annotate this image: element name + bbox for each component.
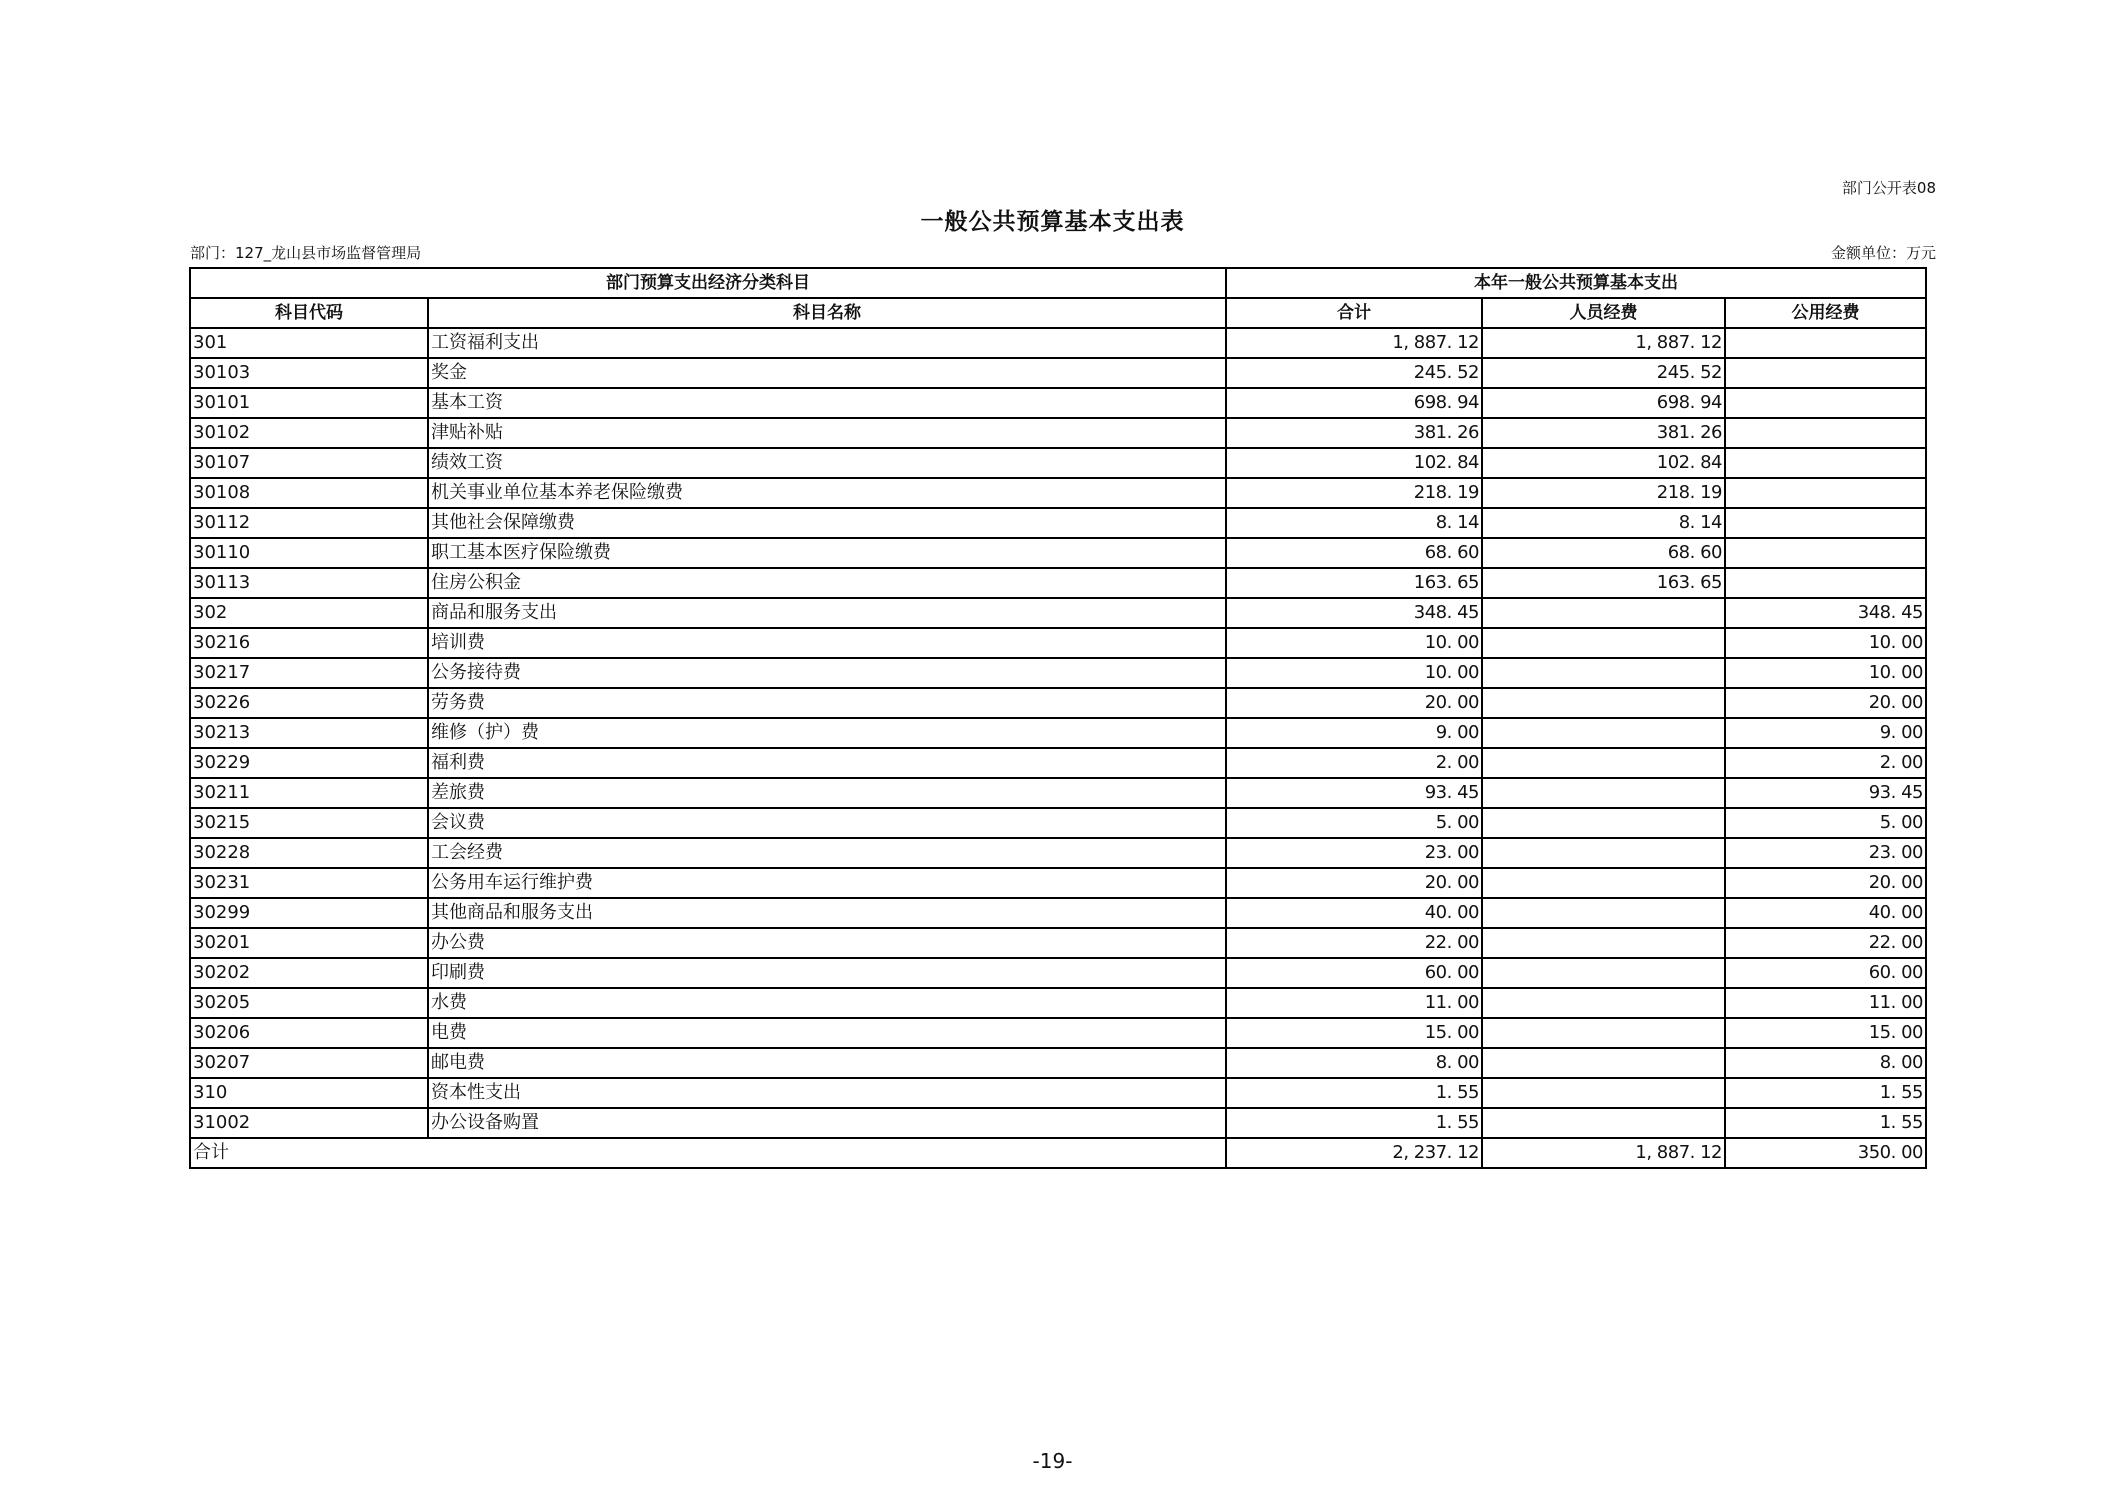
personnel-cost-cell: 698. 94 <box>1482 388 1725 418</box>
public-cost-cell <box>1725 568 1926 598</box>
public-cost-cell: 20. 00 <box>1725 868 1926 898</box>
budget-table <box>189 267 1927 1169</box>
table-row <box>190 1078 1926 1108</box>
subject-code-cell: 30217 <box>190 658 428 688</box>
subject-name-cell: 办公设备购置 <box>428 1108 1226 1138</box>
table-row <box>190 778 1926 808</box>
public-cost-cell: 40. 00 <box>1725 898 1926 928</box>
subject-code-cell: 30226 <box>190 688 428 718</box>
personnel-cost-cell <box>1482 928 1725 958</box>
subject-code-cell: 30215 <box>190 808 428 838</box>
subject-code-cell: 30207 <box>190 1048 428 1078</box>
total-cell: 8. 14 <box>1226 508 1482 538</box>
header-expenditure-group: 本年一般公共预算基本支出 <box>1226 268 1926 298</box>
personnel-cost-cell <box>1482 748 1725 778</box>
subject-name-cell: 机关事业单位基本养老保险缴费 <box>428 478 1226 508</box>
total-row-total: 2, 237. 12 <box>1226 1138 1482 1168</box>
public-cost-cell <box>1725 418 1926 448</box>
table-row <box>190 568 1926 598</box>
total-cell: 20. 00 <box>1226 868 1482 898</box>
subject-name-cell: 其他社会保障缴费 <box>428 508 1226 538</box>
subject-name-cell: 电费 <box>428 1018 1226 1048</box>
total-cell: 10. 00 <box>1226 628 1482 658</box>
header-total: 合计 <box>1226 298 1482 328</box>
table-column-header-row <box>190 298 1926 328</box>
total-row-label: 合计 <box>190 1138 1226 1168</box>
total-cell: 60. 00 <box>1226 958 1482 988</box>
subject-code-cell: 31002 <box>190 1108 428 1138</box>
subject-code-cell: 30205 <box>190 988 428 1018</box>
personnel-cost-cell <box>1482 958 1725 988</box>
table-total-row <box>190 1138 1926 1168</box>
table-row <box>190 1048 1926 1078</box>
public-cost-cell: 8. 00 <box>1725 1048 1926 1078</box>
public-cost-cell: 10. 00 <box>1725 628 1926 658</box>
personnel-cost-cell <box>1482 838 1725 868</box>
table-row <box>190 868 1926 898</box>
personnel-cost-cell: 8. 14 <box>1482 508 1725 538</box>
table-group-header-row <box>190 268 1926 298</box>
table-row <box>190 688 1926 718</box>
personnel-cost-cell <box>1482 598 1725 628</box>
table-row <box>190 538 1926 568</box>
public-cost-cell: 93. 45 <box>1725 778 1926 808</box>
table-body <box>190 328 1926 1138</box>
personnel-cost-cell: 218. 19 <box>1482 478 1725 508</box>
subject-code-cell: 30112 <box>190 508 428 538</box>
subject-code-cell: 30201 <box>190 928 428 958</box>
subject-code-cell: 30110 <box>190 538 428 568</box>
public-cost-cell: 348. 45 <box>1725 598 1926 628</box>
subject-code-cell: 30216 <box>190 628 428 658</box>
page-number: -19- <box>1032 1449 1073 1473</box>
personnel-cost-cell <box>1482 658 1725 688</box>
personnel-cost-cell <box>1482 868 1725 898</box>
table-row <box>190 808 1926 838</box>
subject-name-cell: 绩效工资 <box>428 448 1226 478</box>
subject-code-cell: 30202 <box>190 958 428 988</box>
total-cell: 102. 84 <box>1226 448 1482 478</box>
public-cost-cell: 2. 00 <box>1725 748 1926 778</box>
public-cost-cell: 20. 00 <box>1725 688 1926 718</box>
personnel-cost-cell: 163. 65 <box>1482 568 1725 598</box>
subject-code-cell: 30206 <box>190 1018 428 1048</box>
public-cost-cell: 5. 00 <box>1725 808 1926 838</box>
subject-code-cell: 30107 <box>190 448 428 478</box>
total-row-personnel: 1, 887. 12 <box>1482 1138 1725 1168</box>
total-cell: 1. 55 <box>1226 1078 1482 1108</box>
subject-name-cell: 奖金 <box>428 358 1226 388</box>
personnel-cost-cell: 381. 26 <box>1482 418 1725 448</box>
table-row <box>190 748 1926 778</box>
subject-name-cell: 福利费 <box>428 748 1226 778</box>
total-cell: 40. 00 <box>1226 898 1482 928</box>
subject-name-cell: 基本工资 <box>428 388 1226 418</box>
personnel-cost-cell <box>1482 1108 1725 1138</box>
subject-code-cell: 30229 <box>190 748 428 778</box>
total-cell: 163. 65 <box>1226 568 1482 598</box>
public-cost-cell: 60. 00 <box>1725 958 1926 988</box>
total-cell: 1, 887. 12 <box>1226 328 1482 358</box>
table-row <box>190 508 1926 538</box>
table-row <box>190 898 1926 928</box>
table-row <box>190 928 1926 958</box>
personnel-cost-cell <box>1482 1018 1725 1048</box>
personnel-cost-cell <box>1482 688 1725 718</box>
public-cost-cell: 9. 00 <box>1725 718 1926 748</box>
table-row <box>190 358 1926 388</box>
subject-name-cell: 公务用车运行维护费 <box>428 868 1226 898</box>
table-row <box>190 838 1926 868</box>
total-cell: 381. 26 <box>1226 418 1482 448</box>
public-cost-cell: 15. 00 <box>1725 1018 1926 1048</box>
public-cost-cell <box>1725 508 1926 538</box>
total-cell: 8. 00 <box>1226 1048 1482 1078</box>
header-classification-group: 部门预算支出经济分类科目 <box>190 268 1226 298</box>
table-row <box>190 958 1926 988</box>
personnel-cost-cell <box>1482 808 1725 838</box>
subject-name-cell: 差旅费 <box>428 778 1226 808</box>
personnel-cost-cell: 68. 60 <box>1482 538 1725 568</box>
table-row <box>190 448 1926 478</box>
table-row <box>190 658 1926 688</box>
public-cost-cell: 22. 00 <box>1725 928 1926 958</box>
total-cell: 10. 00 <box>1226 658 1482 688</box>
table-row <box>190 718 1926 748</box>
subject-code-cell: 30102 <box>190 418 428 448</box>
personnel-cost-cell <box>1482 1048 1725 1078</box>
subject-code-cell: 30108 <box>190 478 428 508</box>
subject-code-cell: 30213 <box>190 718 428 748</box>
header-subject-name: 科目名称 <box>428 298 1226 328</box>
personnel-cost-cell: 245. 52 <box>1482 358 1725 388</box>
total-cell: 698. 94 <box>1226 388 1482 418</box>
personnel-cost-cell <box>1482 628 1725 658</box>
total-cell: 5. 00 <box>1226 808 1482 838</box>
personnel-cost-cell <box>1482 898 1725 928</box>
form-number: 部门公开表08 <box>1841 179 1936 197</box>
public-cost-cell <box>1725 388 1926 418</box>
subject-code-cell: 301 <box>190 328 428 358</box>
total-cell: 11. 00 <box>1226 988 1482 1018</box>
public-cost-cell <box>1725 538 1926 568</box>
department-label: 部门：127_龙山县市场监督管理局 <box>190 244 422 262</box>
subject-code-cell: 310 <box>190 1078 428 1108</box>
personnel-cost-cell <box>1482 988 1725 1018</box>
subject-name-cell: 其他商品和服务支出 <box>428 898 1226 928</box>
public-cost-cell: 11. 00 <box>1725 988 1926 1018</box>
subject-name-cell: 水费 <box>428 988 1226 1018</box>
table-row <box>190 418 1926 448</box>
total-cell: 15. 00 <box>1226 1018 1482 1048</box>
subject-code-cell: 30228 <box>190 838 428 868</box>
personnel-cost-cell <box>1482 1078 1725 1108</box>
subject-code-cell: 30299 <box>190 898 428 928</box>
total-cell: 348. 45 <box>1226 598 1482 628</box>
subject-name-cell: 培训费 <box>428 628 1226 658</box>
subject-name-cell: 印刷费 <box>428 958 1226 988</box>
subject-name-cell: 职工基本医疗保险缴费 <box>428 538 1226 568</box>
subject-code-cell: 30113 <box>190 568 428 598</box>
header-subject-code: 科目代码 <box>190 298 428 328</box>
table-row <box>190 988 1926 1018</box>
public-cost-cell <box>1725 328 1926 358</box>
public-cost-cell: 1. 55 <box>1725 1108 1926 1138</box>
subject-name-cell: 维修（护）费 <box>428 718 1226 748</box>
total-cell: 68. 60 <box>1226 538 1482 568</box>
subject-name-cell: 工会经费 <box>428 838 1226 868</box>
table-row <box>190 328 1926 358</box>
table-row <box>190 478 1926 508</box>
subject-name-cell: 公务接待费 <box>428 658 1226 688</box>
total-cell: 93. 45 <box>1226 778 1482 808</box>
public-cost-cell: 10. 00 <box>1725 658 1926 688</box>
subject-name-cell: 资本性支出 <box>428 1078 1226 1108</box>
subject-name-cell: 邮电费 <box>428 1048 1226 1078</box>
public-cost-cell: 1. 55 <box>1725 1078 1926 1108</box>
total-cell: 1. 55 <box>1226 1108 1482 1138</box>
subject-name-cell: 津贴补贴 <box>428 418 1226 448</box>
public-cost-cell <box>1725 478 1926 508</box>
subject-code-cell: 30231 <box>190 868 428 898</box>
total-cell: 2. 00 <box>1226 748 1482 778</box>
personnel-cost-cell <box>1482 718 1725 748</box>
subject-name-cell: 住房公积金 <box>428 568 1226 598</box>
public-cost-cell <box>1725 358 1926 388</box>
total-cell: 245. 52 <box>1226 358 1482 388</box>
total-cell: 218. 19 <box>1226 478 1482 508</box>
total-cell: 20. 00 <box>1226 688 1482 718</box>
header-personnel-cost: 人员经费 <box>1482 298 1725 328</box>
public-cost-cell: 23. 00 <box>1725 838 1926 868</box>
table-row <box>190 388 1926 418</box>
amount-unit-label: 金额单位：万元 <box>1830 244 1936 262</box>
subject-name-cell: 办公费 <box>428 928 1226 958</box>
document-title: 一般公共预算基本支出表 <box>920 209 1185 235</box>
personnel-cost-cell: 102. 84 <box>1482 448 1725 478</box>
table-row <box>190 1018 1926 1048</box>
personnel-cost-cell: 1, 887. 12 <box>1482 328 1725 358</box>
subject-name-cell: 商品和服务支出 <box>428 598 1226 628</box>
subject-code-cell: 30103 <box>190 358 428 388</box>
subject-code-cell: 30101 <box>190 388 428 418</box>
subject-name-cell: 会议费 <box>428 808 1226 838</box>
table-row <box>190 1108 1926 1138</box>
personnel-cost-cell <box>1482 778 1725 808</box>
table-row <box>190 598 1926 628</box>
subject-name-cell: 工资福利支出 <box>428 328 1226 358</box>
total-cell: 9. 00 <box>1226 718 1482 748</box>
public-cost-cell <box>1725 448 1926 478</box>
subject-code-cell: 302 <box>190 598 428 628</box>
subject-name-cell: 劳务费 <box>428 688 1226 718</box>
subject-code-cell: 30211 <box>190 778 428 808</box>
header-public-cost: 公用经费 <box>1725 298 1926 328</box>
total-row-public: 350. 00 <box>1725 1138 1926 1168</box>
table-row <box>190 628 1926 658</box>
total-cell: 22. 00 <box>1226 928 1482 958</box>
total-cell: 23. 00 <box>1226 838 1482 868</box>
